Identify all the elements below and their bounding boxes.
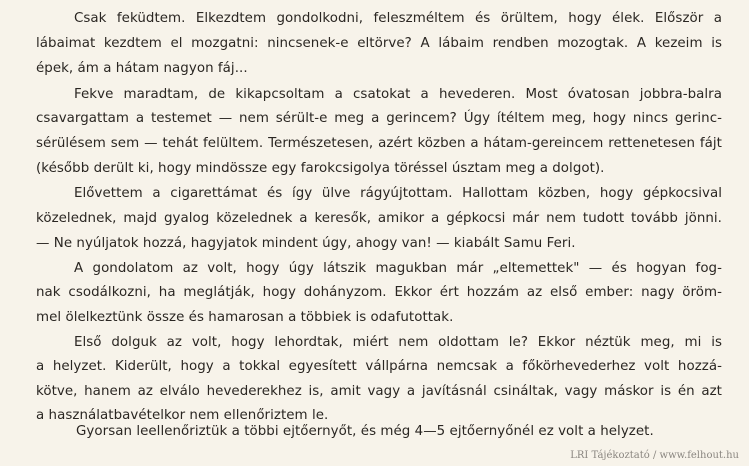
text-line: Első dolguk az volt, hogy lehordtak, miért nem oldottam le? Ekkor néztük meg, mi is	[74, 335, 722, 350]
text-line: Csak feküdtem. Elkezdtem gondolkodni, feleszméltem és örültem, hogy élek. Először a	[74, 11, 722, 26]
text-line: A gondolatom az volt, hogy úgy látszik magukban már „eltemettek" — és hogyan fog-	[74, 261, 722, 276]
text-line: épek, ám a hátam nagyon fáj...	[36, 61, 248, 76]
text-line: — Ne nyúljatok hozzá, hagyjatok mindent úgy, ahogy van! — kiabált Samu Feri.	[36, 236, 576, 251]
text-line: a használatbavételkor nem ellenőriztem le.	[36, 408, 329, 423]
text-line: a helyzet. Kiderült, hogy a tokkal egyesített vállpárna nemcsak a főkörhevederhez volt hozzá-	[36, 359, 722, 374]
text-line: sérülésem sem — tehát felültem. Természetesen, azért közben a hátam-gereincem rettenetesen fájt	[36, 136, 722, 151]
text-line: (később derült ki, hogy mindössze egy farokcsigolya töréssel úsztam meg a dolgot).	[36, 161, 605, 176]
text-line: közelednek, majd gyalog közelednek a keresők, amikor a gépkocsi már nem tudott tovább jönni.	[36, 211, 722, 226]
text-line: Fekve maradtam, de kikapcsoltam a csatokat a hevederen. Most óvatosan jobbra-balra	[74, 87, 722, 102]
text-line: nak csodálkozni, ha meglátják, hogy dohányzom. Ekkor ért hozzám az első ember: nagy öröm-	[36, 285, 722, 300]
text-line: csavargattam a testemet — nem sérült-e meg a gerincem? Úgy ítéltem meg, hogy nincs gerinc-	[36, 111, 722, 126]
text-line: lábaimat kezdtem el mozgatni: nincsenek-e eltörve? A lábaim rendben mozogtak. A kezeim is	[36, 36, 722, 51]
text-line: kötve, hanem az elválo hevederekhez is, amit vagy a javításnál csináltak, vagy máskor is én azt	[36, 384, 722, 399]
text-line: mel ölelkeztünk össze és hamarosan a többiek is odafutottak.	[36, 310, 454, 325]
text-line: Gyorsan leellenőriztük a többi ejtőernyőt, és még 4—5 ejtőernyőnél ez volt a helyzet.	[76, 424, 654, 439]
watermark: LRI Tájékoztató / www.felhout.hu	[570, 450, 739, 461]
text-line: Elővettem a cigarettámat és így ülve rágyújtottam. Hallottam közben, hogy gépkocsival	[74, 186, 722, 201]
